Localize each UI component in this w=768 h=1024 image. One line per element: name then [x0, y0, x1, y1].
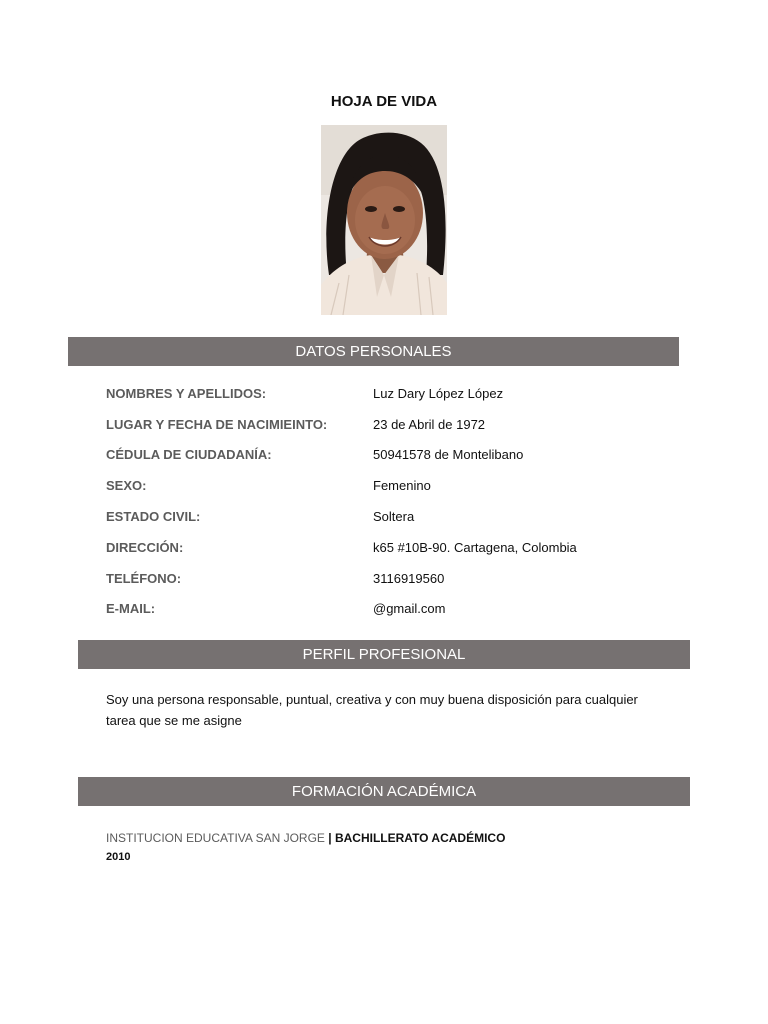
field-label: CÉDULA DE CIUDADANÍA: — [106, 447, 272, 462]
perfil-description: Soy una persona responsable, puntual, creativa y con muy buena disposición para cualquier tarea que se me asigne — [106, 692, 638, 728]
field-label: NOMBRES Y APELLIDOS: — [106, 386, 267, 401]
personal-row-email — [106, 601, 666, 621]
field-value: 3116919560 — [373, 571, 445, 586]
field-value: 23 de Abril de 1972 — [373, 417, 486, 432]
field-label: DIRECCIÓN: — [106, 540, 184, 555]
education-separator: | — [328, 831, 332, 845]
field-value: k65 #10B-90. Cartagena, Colombia — [373, 540, 577, 555]
field-label: LUGAR Y FECHA DE NACIMIEINTO: — [106, 417, 328, 432]
education-institution: INSTITUCION EDUCATIVA SAN JORGE — [106, 831, 325, 845]
field-label: SEXO: — [106, 478, 147, 493]
field-label: E-MAIL: — [106, 601, 156, 616]
personal-row-estado-civil — [106, 509, 666, 529]
field-value: Luz Dary López López — [373, 386, 504, 401]
section-header-datos-personales: DATOS PERSONALES — [68, 337, 679, 366]
personal-row-cedula — [106, 447, 666, 467]
field-value: @gmail.com — [373, 601, 446, 616]
personal-row-nacimiento — [106, 417, 666, 437]
field-value: 50941578 de Montelibano — [373, 447, 524, 462]
profile-photo — [321, 125, 447, 315]
field-value: Femenino — [373, 478, 431, 493]
page-title: HOJA DE VIDA — [330, 93, 438, 110]
education-year: 2010 — [106, 851, 131, 863]
personal-row-sexo — [106, 478, 666, 498]
field-value: Soltera — [373, 509, 415, 524]
personal-row-direccion — [106, 540, 666, 560]
section-header-perfil-profesional: PERFIL PROFESIONAL — [78, 640, 690, 669]
personal-row-nombres — [106, 386, 666, 406]
personal-row-telefono — [106, 571, 666, 591]
field-label: ESTADO CIVIL: — [106, 509, 201, 524]
field-label: TELÉFONO: — [106, 571, 182, 586]
section-header-formacion-academica: FORMACIÓN ACADÉMICA — [78, 777, 690, 806]
education-entry — [106, 831, 505, 845]
education-degree: BACHILLERATO ACADÉMICO — [334, 831, 506, 845]
